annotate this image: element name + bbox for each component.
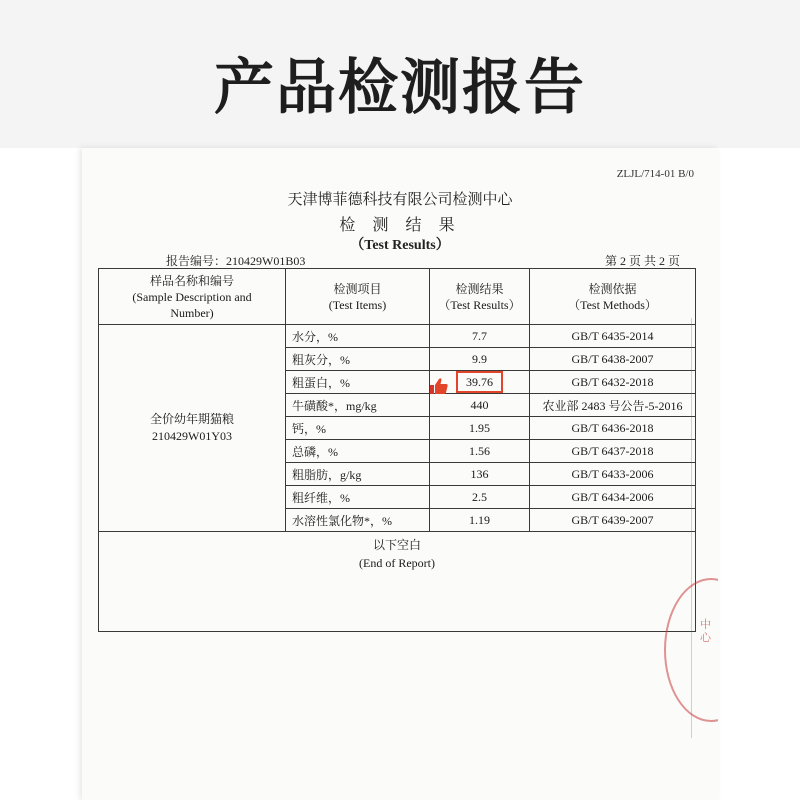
test-result: 1.95 bbox=[430, 417, 530, 440]
sample-cell bbox=[99, 325, 286, 532]
test-item: 粗灰分，% bbox=[286, 348, 430, 371]
test-item: 牛磺酸*，mg/kg bbox=[286, 394, 430, 417]
test-item: 总磷，% bbox=[286, 440, 430, 463]
test-method: GB/T 6432-2018 bbox=[530, 371, 696, 394]
test-result-highlighted bbox=[430, 371, 530, 394]
test-result: 136 bbox=[430, 463, 530, 486]
test-method: GB/T 6434-2006 bbox=[530, 486, 696, 509]
header-results-line-1: 检测结果 bbox=[455, 281, 504, 296]
report-document bbox=[82, 148, 718, 800]
page-number: 第 2 页 共 2 页 bbox=[604, 254, 680, 268]
header-items-line-2: (Test Items) bbox=[328, 297, 387, 312]
test-item: 钙，% bbox=[286, 417, 430, 440]
header-sample-line-1: 样品名称和编号 bbox=[149, 273, 234, 288]
test-method: GB/T 6437-2018 bbox=[530, 440, 696, 463]
highlight-box: 39.76 bbox=[456, 371, 503, 393]
test-result: 1.19 bbox=[430, 509, 530, 532]
document-title-en: （Test Results） bbox=[350, 238, 450, 253]
table-row bbox=[99, 325, 696, 348]
header-methods bbox=[530, 269, 696, 325]
seal-stamp-text: 中心 bbox=[700, 618, 711, 644]
test-method: GB/T 6433-2006 bbox=[530, 463, 696, 486]
test-method: GB/T 6436-2018 bbox=[530, 417, 696, 440]
table-header-row bbox=[99, 269, 696, 325]
test-item: 水溶性氯化物*，% bbox=[286, 509, 430, 532]
header-results bbox=[430, 269, 530, 325]
test-result: 440 bbox=[430, 394, 530, 417]
end-of-report-en: (End of Report) bbox=[359, 556, 435, 570]
header-methods-line-2: （Test Methods） bbox=[568, 297, 657, 312]
test-method: 农业部 2483 号公告-5-2016 bbox=[530, 394, 696, 417]
test-item: 水分，% bbox=[286, 325, 430, 348]
results-table bbox=[98, 268, 696, 632]
end-of-report-row bbox=[99, 532, 696, 632]
document-title: 检 测 结 果 bbox=[339, 215, 461, 234]
document-code: ZLJL/714-01 B/0 bbox=[616, 168, 694, 180]
header-sample bbox=[99, 269, 286, 325]
sample-id: 210429W01Y03 bbox=[152, 429, 232, 443]
test-result: 2.5 bbox=[430, 486, 530, 509]
header-sample-line-2: (Sample Description and bbox=[132, 289, 252, 304]
highlight-wrap bbox=[456, 375, 503, 389]
test-method: GB/T 6438-2007 bbox=[530, 348, 696, 371]
banner bbox=[0, 0, 800, 148]
end-of-report-cn: 以下空白 bbox=[372, 538, 421, 552]
test-method: GB/T 6439-2007 bbox=[530, 509, 696, 532]
thumbs-up-icon bbox=[429, 377, 449, 395]
test-result: 9.9 bbox=[430, 348, 530, 371]
test-item: 粗蛋白，% bbox=[286, 371, 430, 394]
end-of-report-cell bbox=[99, 532, 696, 632]
organization-name: 天津博菲德科技有限公司检测中心 bbox=[287, 190, 513, 208]
test-result: 1.56 bbox=[430, 440, 530, 463]
test-result: 7.7 bbox=[430, 325, 530, 348]
header-results-line-2: （Test Results） bbox=[438, 297, 521, 312]
report-number: 报告编号：210429W01B03 bbox=[166, 254, 306, 268]
header-sample-line-3: Number) bbox=[170, 305, 214, 320]
header-items bbox=[286, 269, 430, 325]
page-title: 产品检测报告 bbox=[214, 53, 586, 123]
header-methods-line-1: 检测依据 bbox=[588, 281, 637, 296]
test-item: 粗脂肪，g/kg bbox=[286, 463, 430, 486]
header-items-line-1: 检测项目 bbox=[333, 281, 382, 296]
test-item: 粗纤维，% bbox=[286, 486, 430, 509]
sample-name: 全价幼年期猫粮 bbox=[149, 412, 234, 426]
test-method: GB/T 6435-2014 bbox=[530, 325, 696, 348]
